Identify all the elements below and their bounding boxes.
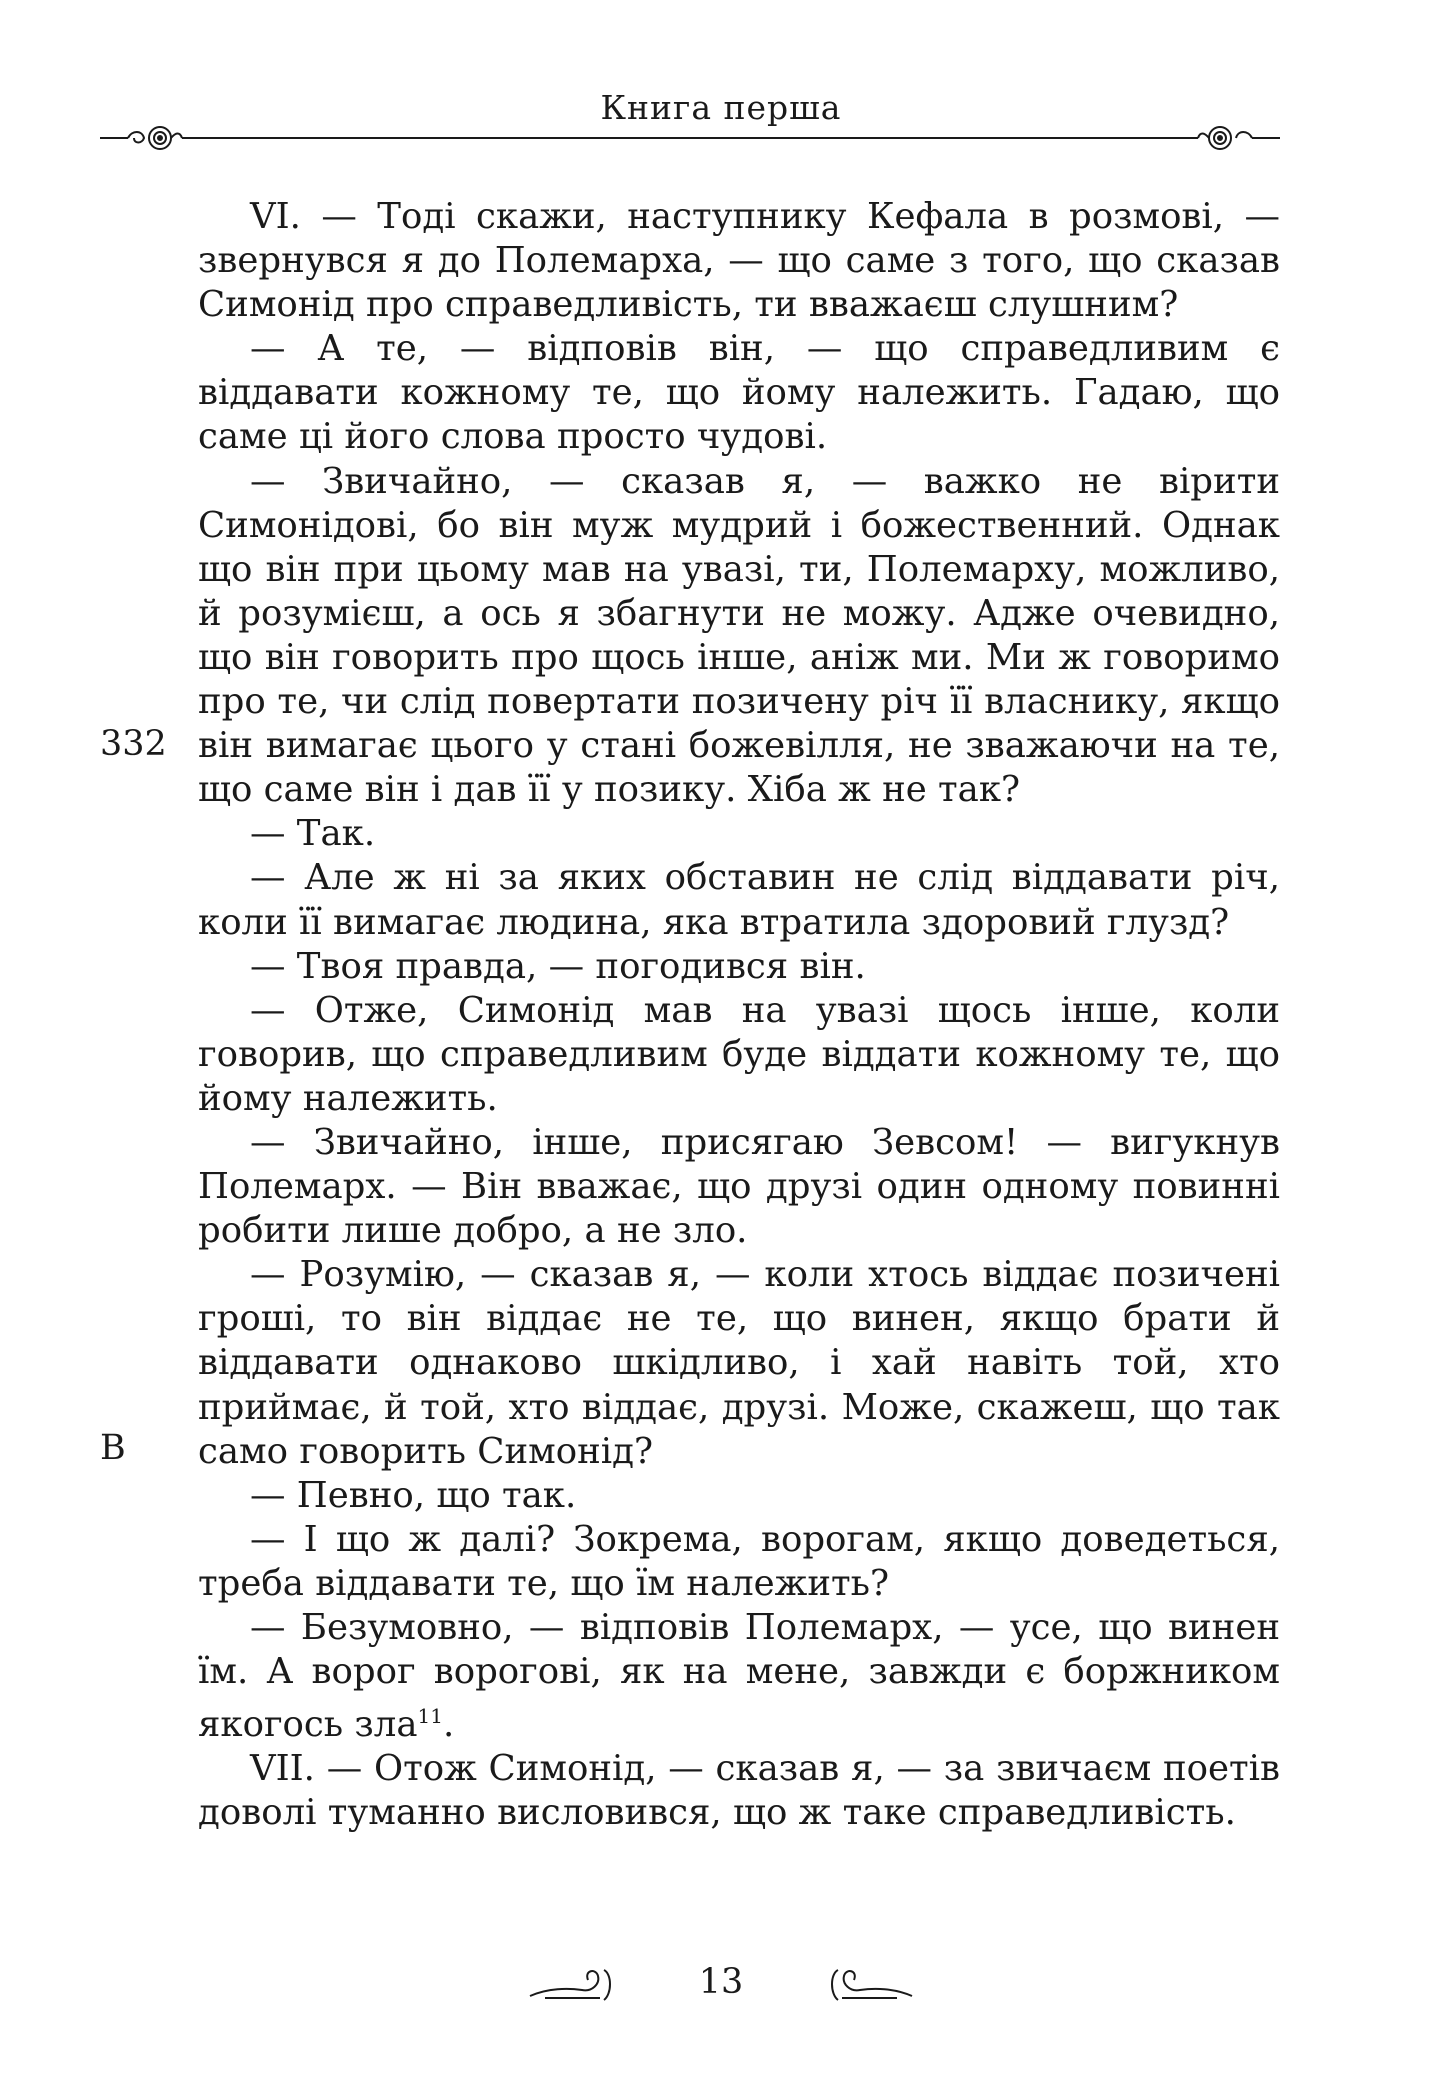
running-head: Книга перша — [600, 88, 842, 127]
paragraph-with-footnote: — Безумовно, — відповів Полемарх, — усе, що винен їм. А ворог ворогові, як на мене, завжди є боржником якогось зла$^{11}$. — [198, 1607, 1280, 1746]
paragraph: — Твоя правда, — погодився він. — [250, 945, 866, 987]
paragraph: — Звичайно, — сказав я, — важко не вірити Симонідові, бо він муж мудрий і божественний. Однак що він при цьому мав на увазі, ти, Полемарху, можливо, й розумієш, а ось я збагнути не можу. Адже очевидно, що він говорить про щось інше, аніж ми. Ми ж говоримо про те, чи слід повертати позичену річ її власнику, якщо він вимагає цього у стані божевілля, не зважаючи на те, що саме він і дав її у позику. Хіба ж не так? — [198, 460, 1280, 811]
paragraph-text: — Безумовно, — відповів Полемарх, — усе, що винен їм. А ворог ворогові, як на мене, завжди є боржником якогось зла — [198, 1607, 1280, 1746]
paragraph: — Так. — [250, 813, 376, 855]
paragraph: — Звичайно, інше, присягаю Зевсом! — вигукнув Полемарх. — Він вважає, що друзі один одному повинні робити лише добро, а не зло. — [198, 1121, 1280, 1252]
paragraph: — Розумію, — сказав я, — коли хтось віддає позичені гроші, то він віддає не те, що винен, якщо брати й віддавати однаково шкідливо, і хай навіть той, хто приймає, й той, хто віддає, друзі. Може, скажеш, що так само говорить Симонід? — [198, 1254, 1280, 1472]
paragraph: — А те, — відповів він, — що справедливим є віддавати кожному те, що йому належить. Гадаю, що саме ці його слова просто чудові. — [198, 328, 1280, 458]
paragraph: — Певно, що так. — [250, 1474, 577, 1516]
footnote-reference: 11 — [417, 1704, 443, 1729]
header-ornament-rule — [100, 118, 1280, 158]
paragraph: — Отже, Симонід мав на увазі щось інше, коли говорив, що справедливим буде віддати кожному те, що йому належить. — [198, 989, 1280, 1119]
paragraph: — Але ж ні за яких обставин не слід віддавати річ, коли її вимагає людина, яка втратила здоровий глузд? — [198, 857, 1280, 943]
paragraph: VII. — Отож Симонід, — сказав я, — за звичаєм поетів доволі туманно висловився, що ж таке справедливість. — [198, 1748, 1280, 1834]
page-number: 13 — [698, 1962, 744, 2002]
main-text — [198, 195, 1280, 1835]
paragraph: — І що ж далі? Зокрема, ворогам, якщо доведеться, треба віддавати те, що їм належить? — [198, 1518, 1280, 1604]
stephanus-section-marker: B — [100, 1428, 126, 1468]
stephanus-page-marker: 332 — [100, 724, 167, 764]
paragraph: VI. — Тоді скажи, наступнику Кефала в розмові, — звернувся я до Полемарха, — що саме з того, що сказав Симонід про справедливість, ти вважаєш слушним? — [198, 196, 1280, 326]
